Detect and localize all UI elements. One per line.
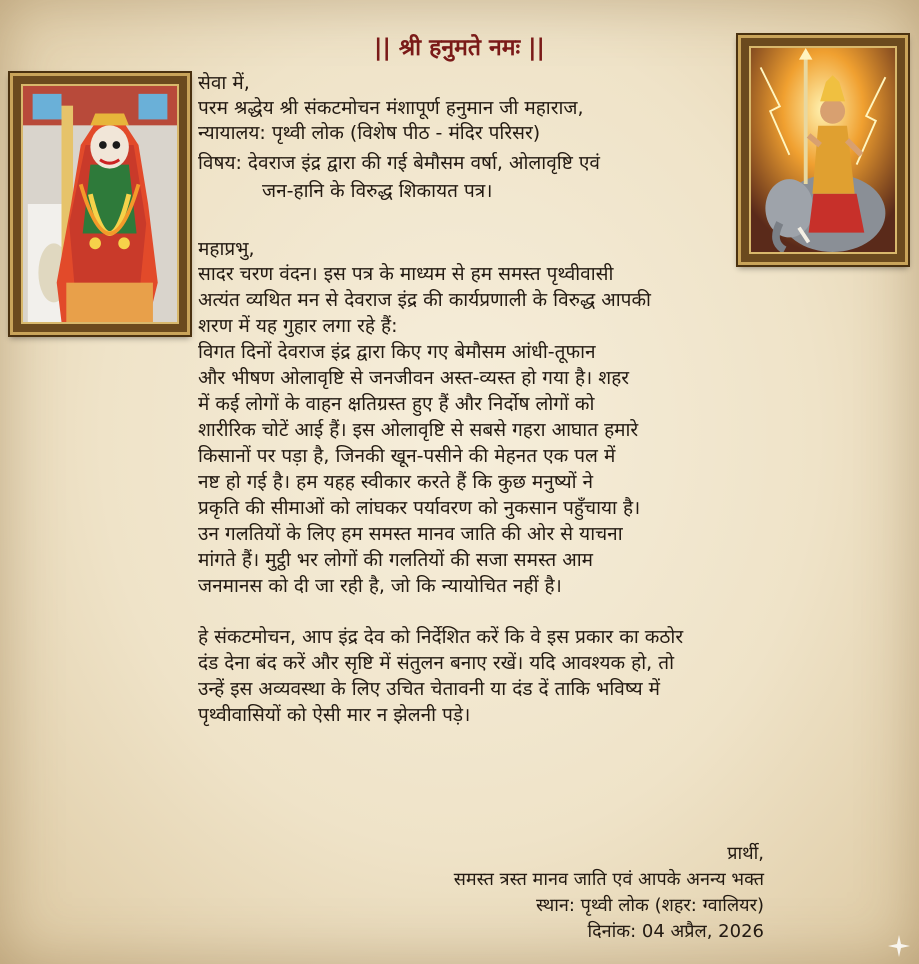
body-line: मांगते हैं। मुट्ठी भर लोगों की गलतियों की सजा समस्त आम xyxy=(198,549,593,571)
hanuman-idol-picture xyxy=(23,86,177,322)
body-line: जनमानस को दी जा रही है, जो कि न्यायोचित नहीं है। xyxy=(198,575,562,597)
body-line: सादर चरण वंदन। इस पत्र के माध्यम से हम समस्त पृथ्वीवासी xyxy=(198,263,614,285)
request-line: पृथ्वीवासियों को ऐसी मार न झेलनी पड़े। xyxy=(198,704,471,726)
body-line: विगत दिनों देवराज इंद्र द्वारा किए गए बेमौसम आंधी-तूफान xyxy=(198,341,596,363)
indra-image xyxy=(738,35,908,265)
signature-label: प्रार्थी, xyxy=(727,843,764,864)
hanuman-idol-image xyxy=(10,73,190,335)
body-line: और भीषण ओलावृष्टि से जनजीवन अस्त-व्यस्त हो गया है। शहर xyxy=(198,367,630,389)
body-line: उन गलतियों के लिए हम समस्त मानव जाति की ओर से याचना xyxy=(198,523,623,545)
request-line: दंड देना बंद करें और सृष्टि में संतुलन बनाए रखें। यदि आवश्यक हो, तो xyxy=(198,652,674,674)
body-line: शरण में यह गुहार लगा रहे हैं: xyxy=(198,315,398,337)
request-line: उन्हें इस अव्यवस्था के लिए उचित चेतावनी या दंड दें ताकि भविष्य में xyxy=(198,678,660,700)
salutation: सेवा में, xyxy=(198,72,250,94)
page-title: || श्री हनुमते नमः || xyxy=(374,35,545,61)
body-line: अत्यंत व्यथित मन से देवराज इंद्र की कार्यप्रणाली के विरुद्ध आपकी xyxy=(198,289,651,311)
greeting: महाप्रभु, xyxy=(198,238,255,260)
addressee: परम श्रद्धेय श्री संकटमोचन मंशापूर्ण हनुमान जी महाराज, xyxy=(198,97,584,119)
court-line: न्यायालय: पृथ्वी लोक (विशेष पीठ - मंदिर परिसर) xyxy=(198,122,541,144)
signature-name: समस्त त्रस्त मानव जाति एवं आपके अनन्य भक्त xyxy=(453,869,764,890)
subject-line-1: विषय: देवराज इंद्र द्वारा की गई बेमौसम वर्षा, ओलावृष्टि एवं xyxy=(198,152,600,174)
request-line: हे संकटमोचन, आप इंद्र देव को निर्देशित करें कि वे इस प्रकार का कठोर xyxy=(198,626,684,648)
signature-date: दिनांक: 04 अप्रैल, 2026 xyxy=(587,921,764,942)
body-line: प्रकृति की सीमाओं को लांघकर पर्यावरण को नुकसान पहुँचाया है। xyxy=(198,497,641,519)
signature-place: स्थान: पृथ्वी लोक (शहर: ग्वालियर) xyxy=(536,895,764,916)
sparkle-icon xyxy=(888,935,910,957)
body-line: में कई लोगों के वाहन क्षतिग्रस्त हुए हैं और निर्दोष लोगों को xyxy=(198,393,595,415)
subject-line-2: जन-हानि के विरुद्ध शिकायत पत्र। xyxy=(262,180,493,202)
body-line: शारीरिक चोटें आई हैं। इस ओलावृष्टि से सबसे गहरा आघात हमारे xyxy=(198,419,639,441)
body-line: किसानों पर पड़ा है, जिनकी खून-पसीने की मेहनत एक पल में xyxy=(198,445,616,467)
indra-picture xyxy=(751,48,895,252)
body-line: नष्ट हो गई है। हम यहह स्वीकार करते हैं कि कुछ मनुष्यों ने xyxy=(198,471,594,493)
